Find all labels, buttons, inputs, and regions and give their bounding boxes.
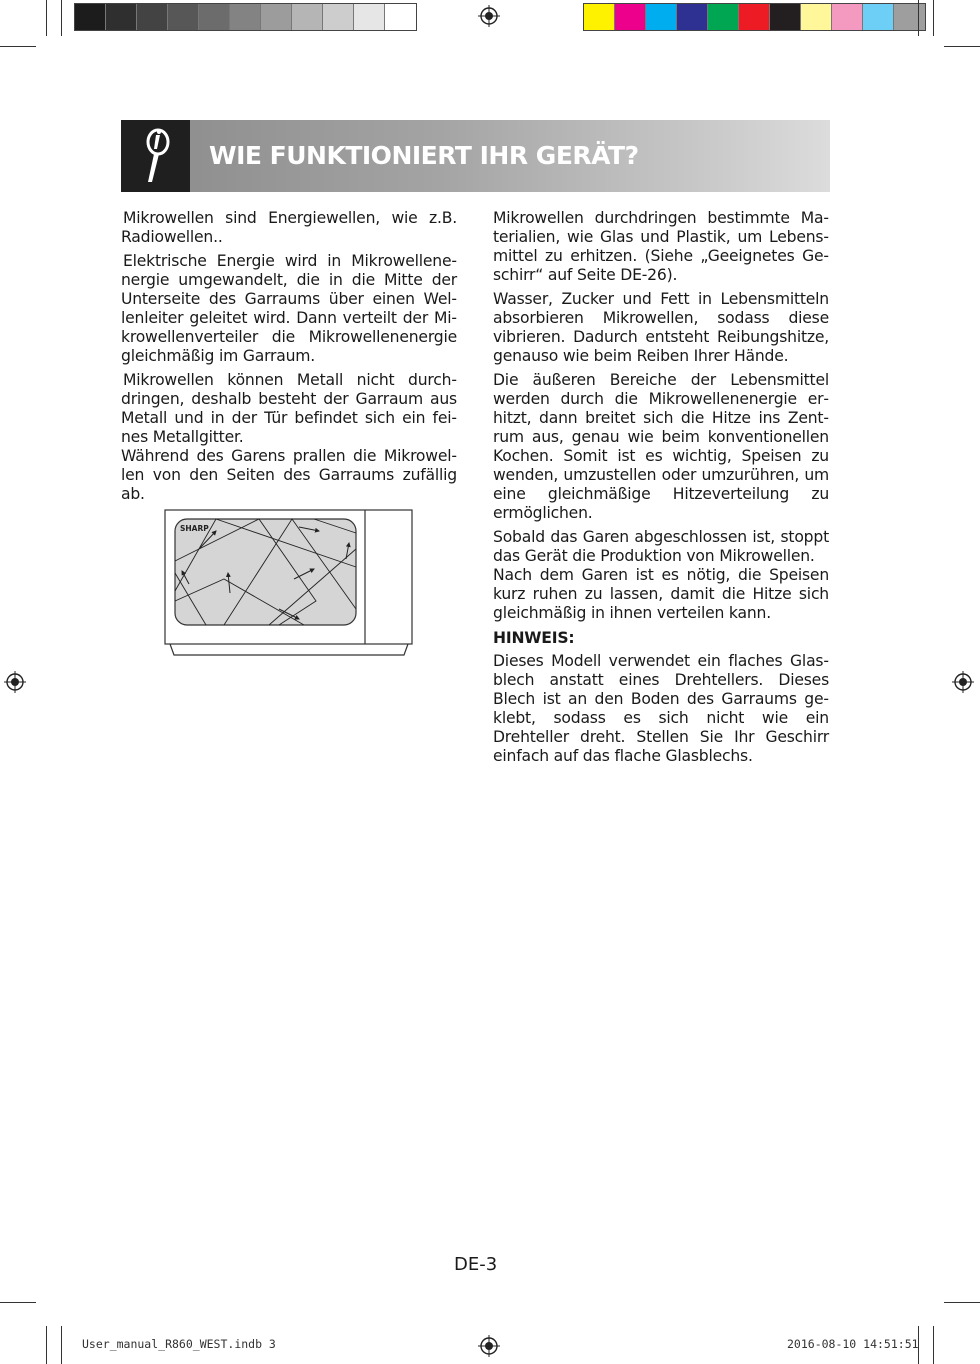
- color-swatch: [75, 4, 106, 30]
- page-title: WIE FUNKTIONIERT IHR GERÄT?: [209, 141, 639, 170]
- paragraph: Mikrowellen können Metall nicht durchdringen, deshalb besteht der Garraum aus Metall und in der Tür befindet sich ein feines Metallgitter.: [121, 371, 457, 446]
- crop-mark: [918, 0, 919, 36]
- paragraph: Elektrische Energie wird in Mikrowellenenergie umgewandelt, die in die Mitte der Unterseite des Garraums über einen Wellenleiter geleitet wird. Dann verteilt der Mikrowellenverteiler die Mikrowellenenergie gleichmäßig im Garraum.: [121, 252, 457, 365]
- color-calibration-bar: [583, 3, 926, 31]
- crop-mark: [933, 0, 934, 36]
- paragraph: Die äußeren Bereiche der Lebensmittel werden durch die Mikrowellenenergie erhitzt, dann breitet sich die Hitze ins Zentrum aus, genau wie beim konventionellen Kochen. Somit ist es wichtig, Speisen zu wenden, umzustellen oder umzurühren, um eine gleichmäßige Hitzeverteilung zu ermöglichen.: [493, 371, 829, 522]
- footer-timestamp: 2016-08-10 14:51:51: [787, 1337, 919, 1351]
- color-swatch: [677, 4, 708, 30]
- color-swatch: [261, 4, 292, 30]
- color-swatch: [708, 4, 739, 30]
- left-text-column: [121, 209, 457, 509]
- color-swatch: [137, 4, 168, 30]
- color-swatch: [894, 4, 925, 30]
- registration-mark-icon: [952, 671, 974, 693]
- section-header: [121, 120, 830, 192]
- color-swatch: [646, 4, 677, 30]
- paragraph: Mikrowellen sind Energiewellen, wie z.B. Radiowellen..: [121, 209, 457, 246]
- color-swatch: [230, 4, 261, 30]
- microwave-oven-icon: [164, 509, 414, 659]
- color-swatch: [863, 4, 894, 30]
- registration-mark-icon: [4, 671, 26, 693]
- color-swatch: [354, 4, 385, 30]
- page-number: DE-3: [454, 1254, 498, 1275]
- crop-mark: [61, 1326, 62, 1364]
- paragraph: Sobald das Garen abgeschlossen ist, stoppt das Gerät die Produktion von Mikrowellen.: [493, 528, 829, 565]
- info-magnifier-icon: [121, 120, 190, 192]
- color-swatch: [584, 4, 615, 30]
- crop-mark: [46, 1326, 47, 1364]
- footer-filename: User_manual_R860_WEST.indb 3: [82, 1337, 276, 1351]
- color-swatch: [292, 4, 323, 30]
- info-icon-box: [121, 120, 190, 192]
- color-swatch: [385, 4, 416, 30]
- crop-mark: [0, 46, 36, 47]
- color-swatch: [168, 4, 199, 30]
- crop-mark: [944, 46, 980, 47]
- color-swatch: [106, 4, 137, 30]
- color-swatch: [770, 4, 801, 30]
- registration-mark-icon: [478, 1335, 500, 1357]
- registration-mark-icon: [478, 5, 500, 27]
- crop-mark: [61, 0, 62, 36]
- paragraph: Während des Garens prallen die Mikrowellen von den Seiten des Garraums zufällig ab.: [121, 447, 457, 503]
- paragraph: Mikrowellen durchdringen bestimmte Materialien, wie Glas und Plastik, um Lebensmittel zu erhitzen. (Siehe „Geeignetes Geschirr“ auf Seite DE-26).: [493, 209, 829, 284]
- crop-mark: [944, 1302, 980, 1303]
- paragraph: Wasser, Zucker und Fett in Lebensmitteln absorbieren Mikrowellen, sodass diese vibrieren. Dadurch entsteht Reibungshitze, genauso wie beim Reiben Ihrer Hände.: [493, 290, 829, 365]
- color-swatch: [739, 4, 770, 30]
- crop-mark: [933, 1326, 934, 1364]
- color-swatch: [801, 4, 832, 30]
- right-text-column: [493, 209, 829, 771]
- crop-mark: [46, 0, 47, 36]
- color-swatch: [199, 4, 230, 30]
- brand-logo: SHARP: [180, 524, 209, 533]
- color-swatch: [323, 4, 354, 30]
- crop-mark: [0, 1302, 36, 1303]
- paragraph: Nach dem Garen ist es nötig, die Speisen kurz ruhen zu lassen, damit die Hitze sich gleichmäßig in ihnen verteilen kann.: [493, 566, 829, 622]
- color-swatch: [615, 4, 646, 30]
- note-paragraph: Dieses Modell verwendet ein flaches Glasblech anstatt eines Drehtellers. Dieses Blech ist an den Boden des Garraums geklebt, sodass es sich nicht wie ein Drehteller dreht. Stellen Sie Ihr Geschirr einfach auf das flache Glasblechs.: [493, 652, 829, 765]
- color-swatch: [832, 4, 863, 30]
- grayscale-calibration-bar: [74, 3, 417, 31]
- note-heading: HINWEIS:: [493, 629, 575, 647]
